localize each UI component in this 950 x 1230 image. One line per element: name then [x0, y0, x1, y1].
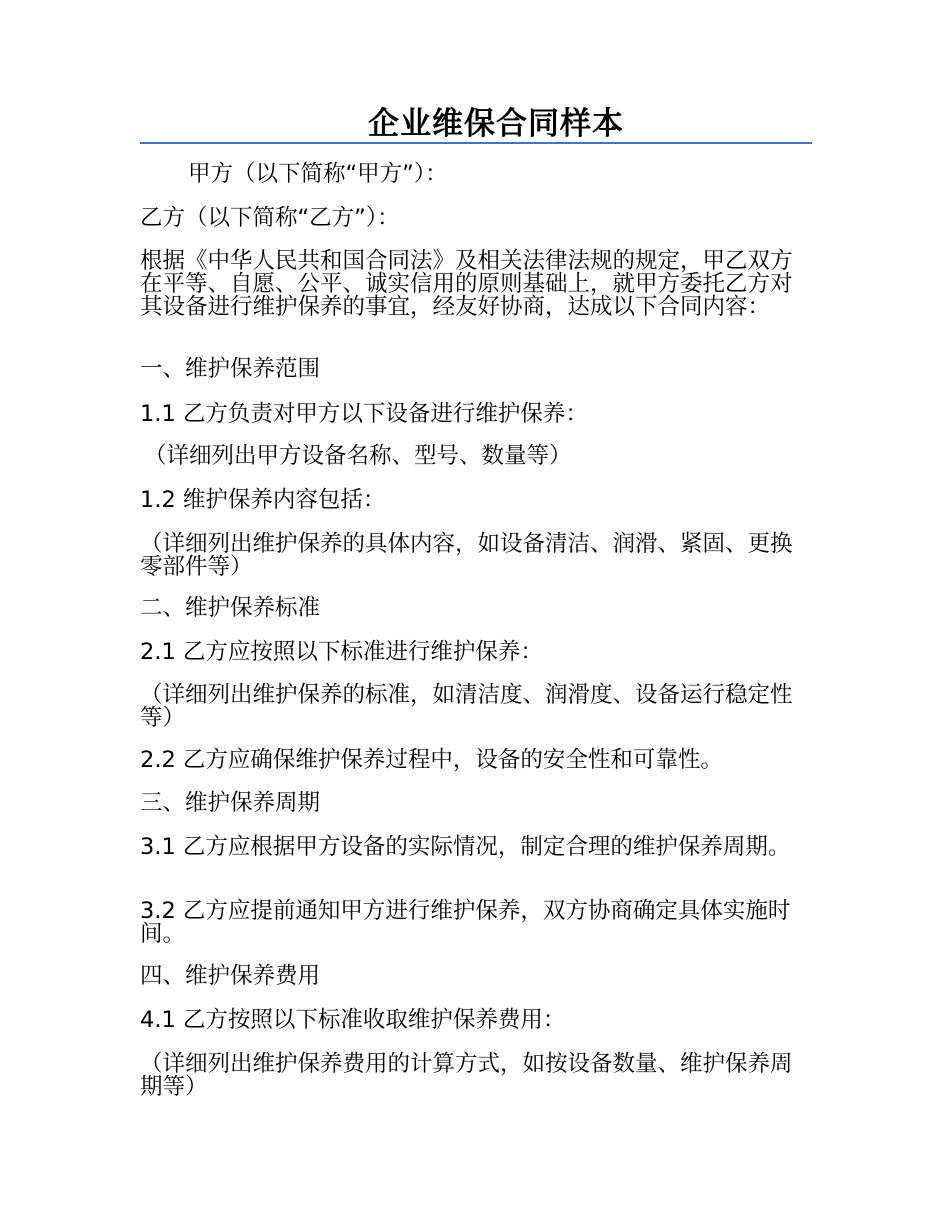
clause-3-1: 3.1 乙方应根据甲方设备的实际情况，制定合理的维护保养周期。: [140, 834, 791, 860]
section-heading-1: 一、维护保养范围: [140, 356, 321, 382]
preamble-paragraph: 根据《中华人民共和国合同法》及相关法律法规的规定，甲乙双方在平等、自愿、公平、诚实信用的原则基础上，就甲方委托乙方对其设备进行维护保养的事宜，经友好协商，达成以下合同内容：: [140, 248, 793, 320]
clause-1-2-note: （详细列出维护保养的具体内容，如设备清洁、润滑、紧固、更换零部件等）: [140, 531, 793, 580]
clause-2-1: 2.1 乙方应按照以下标准进行维护保养：: [140, 639, 543, 665]
section-heading-3: 三、维护保养周期: [140, 790, 321, 816]
party-a-line: 甲方（以下简称“甲方”）：: [188, 161, 448, 187]
clause-1-2: 1.2 维护保养内容包括：: [140, 487, 386, 513]
clause-4-1-note: （详细列出维护保养费用的计算方式，如按设备数量、维护保养周期等）: [140, 1051, 793, 1100]
section-heading-4: 四、维护保养费用: [140, 963, 321, 989]
title-block: [140, 100, 812, 144]
section-heading-2: 二、维护保养标准: [140, 595, 321, 621]
clause-4-1: 4.1 乙方按照以下标准收取维护保养费用：: [140, 1007, 566, 1033]
party-b-line: 乙方（以下简称“乙方”）：: [140, 205, 400, 231]
document-page: [140, 100, 812, 1100]
clause-2-2: 2.2 乙方应确保维护保养过程中，设备的安全性和可靠性。: [140, 747, 723, 773]
document-title: 企业维保合同样本: [368, 106, 624, 142]
clause-1-1: 1.1 乙方负责对甲方以下设备进行维护保养：: [140, 401, 588, 427]
clause-3-2: 3.2 乙方应提前通知甲方进行维护保养，双方协商确定具体实施时间。: [140, 898, 791, 947]
clause-1-1-note: （详细列出甲方设备名称、型号、数量等）: [144, 443, 572, 469]
clause-2-1-note: （详细列出维护保养的标准，如清洁度、润滑度、设备运行稳定性等）: [140, 682, 793, 731]
